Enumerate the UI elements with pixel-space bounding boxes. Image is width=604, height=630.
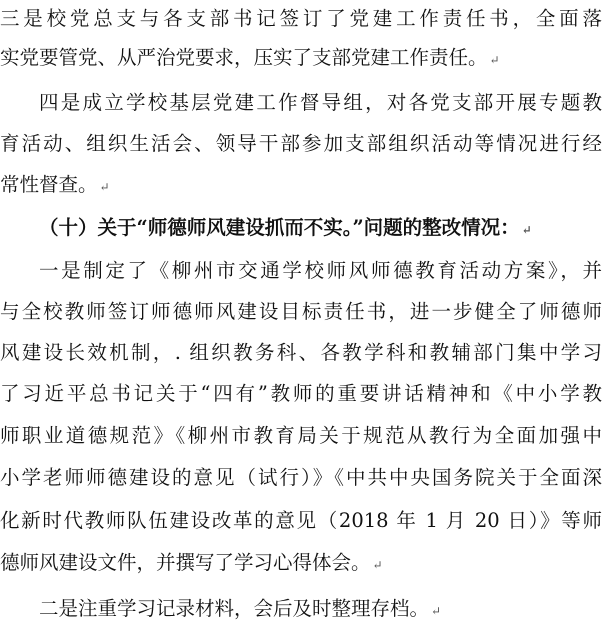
paragraph-line	[0, 43, 604, 73]
paragraph-line	[0, 594, 604, 624]
line-text: 德师风建设文件，并撰写了学习心得体会。	[0, 551, 371, 574]
line-text: 师职业道德规范》《柳州市教育局关于规范从教行为全面加强中	[0, 424, 602, 447]
paragraph-line	[0, 379, 604, 409]
paragraph-mark-icon: ↵	[521, 223, 532, 237]
line-text: 风建设长效机制，. 组织教务科、各教学科和教辅部门集中学习	[0, 341, 602, 364]
paragraph-mark-icon: ↵	[99, 180, 110, 194]
line-text: 了习近平总书记关于“四有”教师的重要讲话精神和《中小学教	[0, 382, 602, 405]
paragraph-line	[0, 421, 604, 451]
line-text: 一是制定了《柳州市交通学校师风师德教育活动方案》，并	[39, 259, 602, 282]
paragraph-line	[0, 170, 604, 200]
paragraph-line	[0, 4, 604, 34]
line-text: 四是成立学校基层党建工作督导组，对各党支部开展专题教	[39, 91, 602, 114]
paragraph-line	[0, 88, 604, 118]
line-text: 化新时代教师队伍建设改革的意见（2018 年 1 月 20 日）》等师	[0, 509, 602, 532]
line-text: 小学老师师德建设的意见（试行）》《中共中央国务院关于全面深	[0, 466, 602, 489]
line-text: 与全校教师签订师德师风建设目标责任书，进一步健全了师德师	[0, 300, 602, 323]
paragraph-line	[0, 548, 604, 578]
paragraph-line	[0, 256, 604, 286]
line-text: 实党要管党、从严治党要求，压实了支部党建工作责任。	[0, 46, 488, 69]
line-text: 三是校党总支与各支部书记签订了党建工作责任书，全面落	[0, 7, 602, 30]
paragraph-line	[0, 338, 604, 368]
paragraph-line	[0, 297, 604, 327]
paragraph-line	[0, 129, 604, 159]
paragraph-mark-icon: ↵	[372, 558, 383, 572]
line-text: 二是注重学习记录材料，会后及时整理存档。	[39, 597, 430, 620]
heading-text: （十）关于“师德师风建设抓而不实。”问题的整改情况：	[39, 216, 520, 239]
paragraph-mark-icon: ↵	[489, 53, 500, 67]
paragraph-line	[0, 506, 604, 536]
paragraph-mark-icon: ↵	[431, 604, 442, 618]
section-heading	[0, 213, 604, 243]
line-text: 常性督查。	[0, 173, 98, 196]
line-text: 育活动、组织生活会、领导干部参加支部组织活动等情况进行经	[0, 132, 602, 155]
paragraph-line	[0, 463, 604, 493]
